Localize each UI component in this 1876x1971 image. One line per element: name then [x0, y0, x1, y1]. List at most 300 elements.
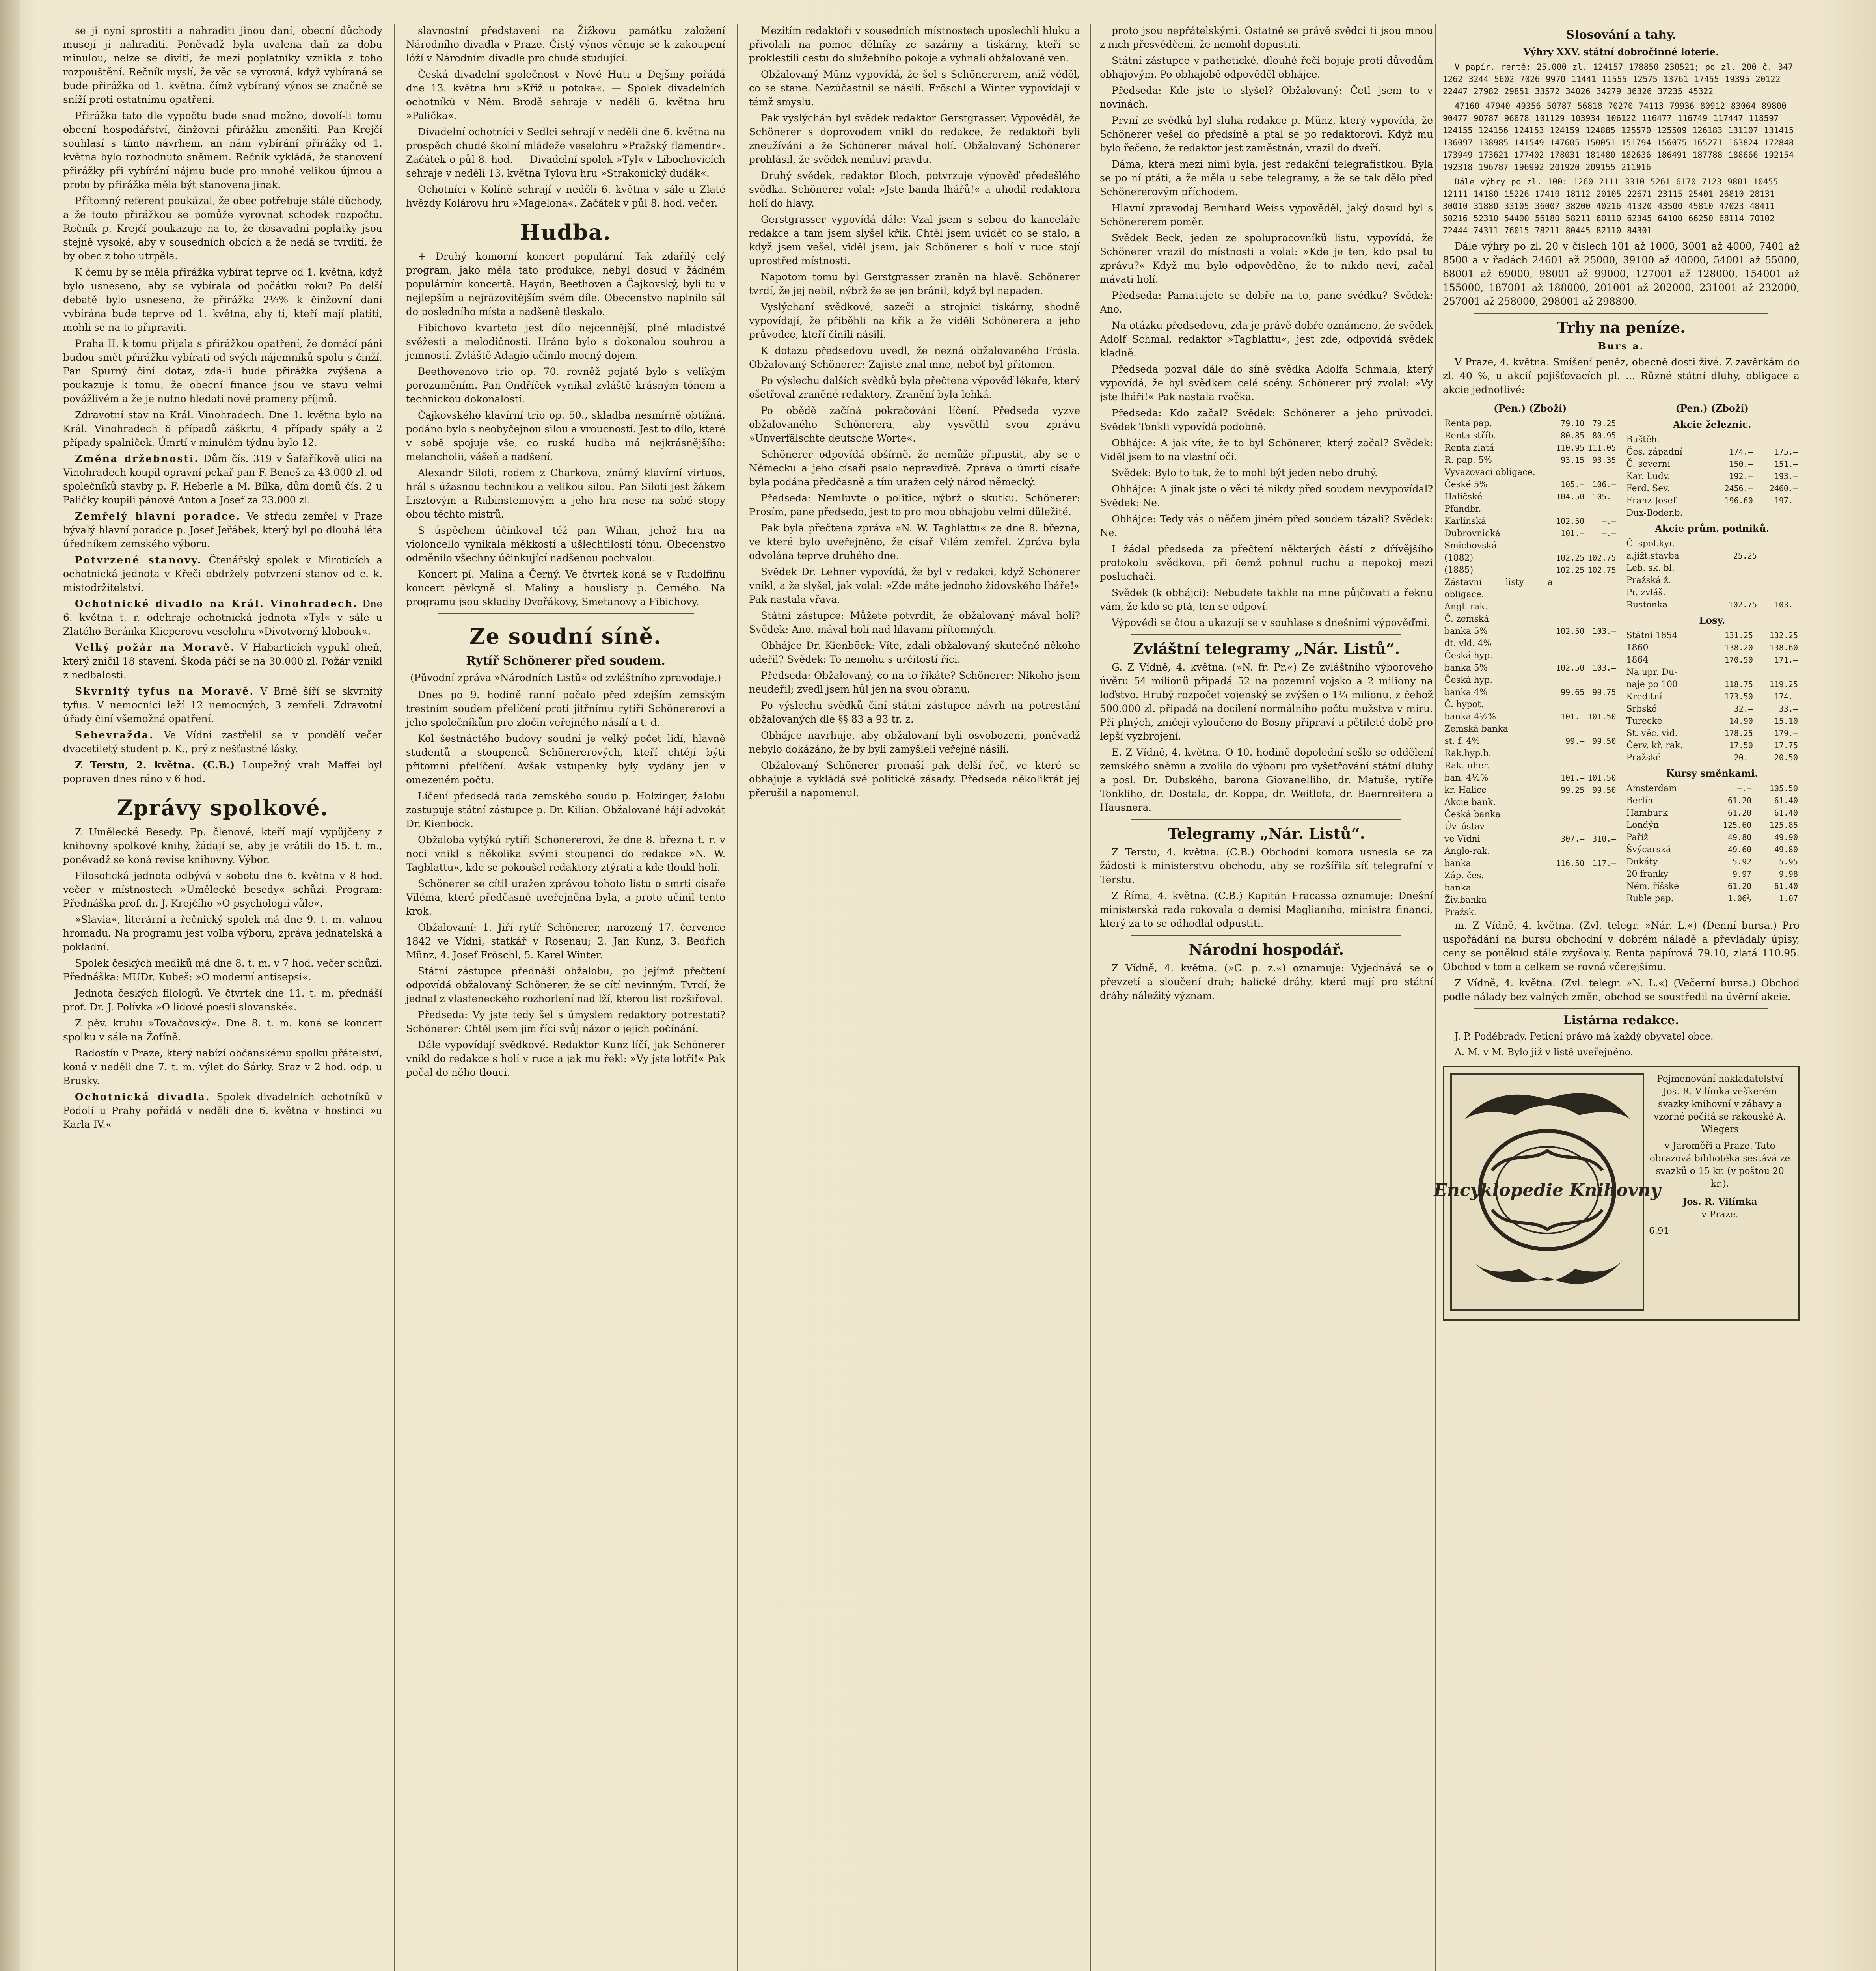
market-price-bid — [1554, 845, 1586, 857]
market-row — [1443, 845, 1618, 857]
paragraph: Ve Vídni zastřelil se v pondělí večer dvacetiletý student p. K., prý z nešťastné lásky. — [63, 729, 382, 754]
market-row — [1625, 434, 1800, 446]
news-heading: Potvrzené stanovy. — [75, 554, 202, 566]
market-price-ask — [1586, 650, 1617, 662]
paragraph: Divadelní ochotníci v Sedlci sehrají v neděli dne 6. května na prospěch chudé školní mládeže veselohru »Pražský flamendr«. Začátek o půl 8. hod. — Divadelní spolek »Tyl« v Libochovicích sehraje v neděli 13. května Tylovu hru »Strakonický dudák«. — [406, 126, 725, 179]
market-row — [1625, 892, 1800, 905]
paragraph: E. Z Vídně, 4. května. O 10. hodině dopolední sešlo se oddělení zemského sněmu a zvolilo do výboru pro vyšetřování státní dluhy a posl. Dr. Dubského, barona Giovanelliho, dr. Matuše, rytíře Tonkliho, dr. Dostala, dr. Koppa, dr. Weitlofa, dr. Baernreitera a Hausnera. — [1100, 747, 1433, 813]
column-rule — [1090, 24, 1091, 1971]
market-price-bid: 125.60 — [1723, 820, 1752, 830]
market-title: Trhy na peníze. — [1557, 319, 1686, 336]
paragraph: Praha II. k tomu přijala s přirážkou opatření, že domácí páni budou smět přirážku vybírati od svých nájemníků spolu s činží. Pan Spurný činí dotaz, zda-li bude přirážka zvýšena a poukazuje k tomu, že obecní finance jsou ve stavu velmi povážlivém a že je nutno hledati nové prameny příjmů. — [63, 338, 382, 404]
market-price-bid — [1554, 747, 1586, 760]
dateline: Z Terstu, 2. května. (C.B.) — [75, 759, 235, 771]
market-price-bid: 101.— — [1561, 773, 1585, 782]
market-price-bid — [1554, 699, 1586, 711]
paragraph: slavnostní představení na Žižkovu památku založení Národního divadla v Praze. Čistý výnos věnuje se k zakoupení lóží v Národním divadle pro chudé studující. — [406, 25, 725, 64]
paragraph: Obhájce navrhuje, aby obžalovaní byli osvobozeni, poněvadž nebylo dokázáno, že by byli zamýšleli veřejné násilí. — [749, 730, 1080, 755]
ad-line: v Jaroměři a Praze. Tato obrazová bibliotéka sestává ze svazků o 15 kr. (v poštou 20 kr.). — [1649, 1141, 1790, 1189]
market-price-ask: 106.— — [1592, 480, 1616, 489]
market-price-ask: 61.40 — [1774, 808, 1798, 818]
market-right — [1625, 399, 1800, 918]
market-price-bid: 5.92 — [1733, 857, 1752, 866]
market-row — [1625, 880, 1800, 892]
market-price-bid: 192.— — [1729, 471, 1753, 481]
column-rule — [394, 24, 395, 1971]
market-item-name: Renta zlatá — [1444, 443, 1494, 453]
market-row — [1625, 868, 1800, 880]
market-price-bid: 20.— — [1734, 753, 1753, 762]
paragraph: Beethovenovo trio op. 70. rovněž pojaté bylo s velikým porozuměním. Pan Ondříček vynikal zvláště krásným tónem a technickou dokonalostí. — [406, 366, 725, 405]
paragraph: Obžalovaní: 1. Jiří rytíř Schönerer, narozený 17. července 1842 ve Vídni, statkář v Rosenau; 2. Jan Kunz, 3. Bedřich Münz, 4. Josef Fröschl, 5. Karel Winter. — [406, 922, 725, 961]
market-price-bid: 14.90 — [1729, 716, 1753, 726]
market-section-head: Kursy směnkami. — [1666, 768, 1758, 779]
market-item-name: (1882) — [1444, 553, 1474, 563]
news-heading: Ochotnická divadla. — [75, 1091, 211, 1103]
paragraph: Obhájce: A jak víte, že to byl Schönerer, který začal? Svědek: Viděl jsem to na vlastní oči. — [1100, 437, 1433, 462]
market-price-bid: 2456.— — [1724, 484, 1753, 493]
ad-art-text: Encyklopedie Knihovny — [1434, 1180, 1661, 1200]
market-row — [1443, 552, 1618, 564]
market-item-name: Živ.banka — [1444, 895, 1487, 905]
market-price-bid: 174.— — [1729, 447, 1753, 456]
market-price-bid: 131.25 — [1724, 631, 1753, 640]
market-row — [1625, 752, 1800, 764]
market-item-name: Rak.-uher. — [1444, 761, 1490, 771]
market-price-ask — [1586, 637, 1617, 650]
market-row — [1443, 601, 1618, 613]
market-item-name: Turecké — [1626, 716, 1662, 726]
paragraph: K čemu by se měla přirážka vybírat teprve od 1. května, když bylo usneseno, aby se vybírala od počátku roku? Po delší debatě bylo usneseno, že přirážka 2½% k činžovní dani vybírána bude teprve od 1. května, aby ti, kteří mají platiti, mohli se na to připraviti. — [63, 266, 382, 333]
market-row — [1625, 678, 1800, 691]
market-price-ask — [1586, 906, 1617, 918]
market-price-ask: 99.50 — [1592, 736, 1616, 746]
market-item-name: Haličské — [1444, 492, 1483, 502]
market-row — [1443, 772, 1618, 784]
market-price-bid — [1554, 637, 1586, 650]
market-price-bid: 102.50 — [1556, 663, 1585, 673]
market-item-name: Záp.-čes. — [1444, 871, 1484, 881]
market-row — [1625, 807, 1800, 819]
market-item-name: Červ. kř. rak. — [1626, 741, 1683, 751]
market-row — [1625, 562, 1800, 574]
paragraph: Obhájce: Tedy vás o něčem jiném před soudem tázali? Svědek: Ne. — [1100, 513, 1433, 538]
paragraph: Vyslýchaní svědkové, sazeči a strojníci tiskárny, shodně vypovídají, že přiběhli na křik a že viděli Schönerera a jeho průvodce, kteří činili násilí. — [749, 301, 1080, 340]
market-item-name: Státní 1854 — [1626, 631, 1678, 641]
market-price-ask — [1755, 434, 1800, 446]
market-row — [1625, 831, 1800, 844]
market-price-ask: —.— — [1602, 516, 1616, 526]
market-item-name: Dubrovnická — [1444, 529, 1501, 538]
market-item-name: 1864 — [1626, 655, 1649, 665]
market-item-name: ban. 4½% — [1444, 773, 1489, 783]
paragraph: Z Říma, 4. května. (C.B.) Kapitán Fracassa oznamuje: Dnešní ministerská rada rokovala o demisi Maglianiho, ministra financí, který za to se odhodlal odpustiti. — [1100, 890, 1433, 929]
market-item-name: ve Vídni — [1444, 834, 1480, 844]
market-price-ask: 175.— — [1774, 447, 1798, 456]
paragraph: Spolek divadelních ochotníků v Podolí u Prahy pořádá v neděli dne 6. května v hostinci »u Karla IV.« — [63, 1091, 383, 1130]
paragraph: Přítomný referent poukázal, že obec potřebuje stálé důchody, a že touto přirážkou se pomůže vyrovnat schodek rozpočtu. Rečník p. Krejčí poukazuje na to, že dosavadní poplatky jsou stejně vysoké, aby v sousedních obcích a že nedá se tvrditi, že by obec z toho utrpěla. — [63, 195, 382, 262]
market-price-ask: 49.80 — [1774, 845, 1798, 854]
market-price-bid: 25.25 — [1733, 551, 1757, 561]
paragraph: Ochotníci v Kolíně sehrají v neděli 6. května v sále u Zlaté hvězdy Kolárovu hru »Magelona«. Začátek v půl 8. hod. večer. — [406, 184, 725, 209]
divider — [1474, 313, 1768, 314]
divider — [1131, 935, 1401, 936]
market-item-name: Ruble pap. — [1626, 894, 1674, 904]
market-section-head: Akcie prům. podniků. — [1655, 523, 1770, 534]
market-row — [1625, 574, 1800, 587]
market-item-name: Na upr. Du- — [1626, 667, 1677, 677]
column-5 — [1434, 24, 1800, 1971]
lottery-numbers: 47160 47940 49356 50787 56818 70270 74113 79936 80912 83064 89800 90477 90787 96878 101129 103934 106122 116477 116749 117447 118597 124155 124156 124153 124159 124885 125570 125509 126183 131107 131415 136097 138985 141549 147605 150051 151794 156075 165271 163824 172848 173949 173621 177402 178031 181480 182636 186491 187788 188666 192154 192318 196787 196992 201920 209155 211916 — [1443, 101, 1794, 172]
divider — [1131, 634, 1401, 635]
market-row — [1443, 527, 1618, 540]
market-price-bid: 170.50 — [1724, 655, 1753, 665]
market-row — [1443, 637, 1618, 650]
paragraph: Jednota českých filologů. Ve čtvrtek dne 11. t. m. přednáší prof. Dr. J. Polívka »O lidové poesii slovanské«. — [63, 987, 382, 1013]
market-item-name: Česká banka — [1444, 810, 1501, 820]
market-item-name: Pr. zvláš. — [1626, 588, 1665, 598]
market-price-bid: 32.— — [1734, 704, 1753, 714]
market-row — [1625, 630, 1800, 642]
news-heading: Sebevražda. — [75, 729, 154, 741]
market-price-ask: 99.75 — [1592, 687, 1616, 697]
market-table — [1625, 782, 1800, 905]
market-row — [1443, 466, 1618, 479]
market-price-bid: 196.60 — [1724, 496, 1753, 505]
market-price-bid: 102.25 — [1556, 553, 1585, 563]
market-price-bid — [1710, 574, 1759, 587]
market-price-bid: 99.— — [1565, 736, 1585, 746]
market-price-ask: 102.75 — [1587, 565, 1616, 575]
market-row — [1625, 550, 1800, 562]
market-row — [1625, 691, 1800, 703]
market-price-bid: 93.15 — [1561, 455, 1585, 465]
market-row — [1443, 699, 1618, 711]
market-item-name: banka 4½% — [1444, 712, 1496, 722]
market-price-bid — [1554, 906, 1586, 918]
paragraph: Druhý svědek, redaktor Bloch, potvrzuje výpověď předešlého svědka. Schönerer volal: »Jste banda lhářů!« a uhodil redaktora holí do hlavy. — [749, 170, 1080, 209]
market-row — [1443, 430, 1618, 442]
paragraph: Z pěv. kruhu »Tovačovský«. Dne 8. t. m. koná se koncert spolku v sále na Žofíně. — [63, 1017, 382, 1043]
market-price-bid — [1710, 666, 1755, 678]
paragraph: Radostín v Praze, který nabízí občanskému spolku přátelství, koná v neděli dne 7. t. m. výlet do Šárky. Sraz v 2 hod. odp. u Brusky. — [63, 1047, 382, 1086]
market-item-name: Amsterdam — [1626, 784, 1677, 794]
article-title: Rytíř Schönerer před soudem. — [466, 654, 665, 668]
market-row — [1443, 491, 1618, 503]
market-item-name: Franz Josef — [1626, 496, 1676, 506]
market-price-bid — [1554, 650, 1586, 662]
ad-location: v Praze. — [1701, 1209, 1738, 1220]
listarna-redakce — [1443, 1014, 1800, 1059]
market-price-bid — [1554, 870, 1586, 882]
market-item-name: Rustonka — [1626, 600, 1668, 610]
market-price-ask: 15.10 — [1774, 716, 1798, 726]
market-row — [1625, 782, 1800, 795]
market-price-bid — [1554, 796, 1586, 809]
market-item-name: banka — [1444, 883, 1471, 893]
market-price-ask: 111.05 — [1587, 443, 1616, 453]
ad-publisher: Jos. R. Vilímka — [1682, 1196, 1757, 1207]
market-price-ask: 93.35 — [1592, 455, 1616, 465]
market-row — [1443, 686, 1618, 699]
market-price-ask — [1586, 540, 1617, 552]
market-price-bid: 61.20 — [1727, 881, 1752, 891]
market-item-name: a.jižt.stavba — [1626, 551, 1679, 561]
market-price-ask — [1759, 562, 1800, 574]
market-price-ask — [1586, 699, 1617, 711]
market-row — [1443, 821, 1618, 833]
market-price-bid: 173.50 — [1724, 692, 1753, 701]
market-item-name: Rak.hyp.b. — [1444, 749, 1492, 758]
market-price-bid: 102.50 — [1556, 516, 1585, 526]
market-row — [1443, 906, 1618, 918]
market-price-ask — [1586, 882, 1617, 894]
market-item-name: Hamburk — [1626, 808, 1668, 818]
paragraph: Svědek: Bylo to tak, že to mohl být jeden nebo druhý. — [1112, 467, 1378, 479]
market-row — [1443, 650, 1618, 662]
market-price-ask — [1759, 587, 1800, 599]
market-row — [1625, 654, 1800, 666]
news-heading: Velký požár na Moravě. — [75, 642, 235, 653]
market-table-left — [1443, 417, 1618, 918]
section-heading-hudba: Hudba. — [520, 220, 611, 245]
market-price-bid — [1554, 894, 1586, 906]
market-item-name: Renta pap. — [1444, 419, 1492, 428]
listarna-title: Listárna redakce. — [1563, 1013, 1679, 1027]
paragraph: Čtenářský spolek v Miroticích a ochotnická jednota v Křeči obdržely potvrzení stanov od c. k. místodržitelství. — [63, 554, 383, 593]
paragraph: Státní zástupce přednáší obžalobu, po jejímž přečtení odpovídá obžalovaný Schönerer, že se cítí nevinným. Tvrdí, že jednal z vlasteneckého rozhorlení nad lží, kterou list rozšiřoval. — [406, 965, 725, 1004]
market-price-bid — [1554, 613, 1586, 625]
paragraph: Schönerer se cítil uražen zprávou tohoto listu o smrti císaře Viléma, které předčasně uveřejněna byla, a proto učinil tento krok. — [406, 878, 725, 917]
market-note: Z Vídně, 4. května. (Zvl. telegr. »N. L.«) (Večerní bursa.) Obchod podle nálady bez valných změn, obchod se soustředil na úvěrní akcie. — [1443, 977, 1800, 1002]
market-price-ask: 179.— — [1774, 728, 1798, 738]
market-row — [1625, 856, 1800, 868]
market-row — [1443, 674, 1618, 686]
paragraph: Čajkovského klavírní trio op. 50., skladba nesmírně obtížná, podáno bylo s neobyčejnou silou a vroucností. Jest to dílo, které v sobě spojuje vše, co ruská hudba má nejkrásnějšího: melancholii, vášeň a nadšení. — [406, 410, 725, 462]
market-note: m. Z Vídně, 4. května. (Zvl. telegr. »Nár. L.«) (Denní bursa.) Pro uspořádání na bursu obchodní v dobrém náladě a převládaly úpisy, ceny se poněkud stále zvyšovaly. Renta papírová 79.10, zlatá 110.95. Obchod v tom a celkem se rovná včerejšímu. — [1443, 920, 1800, 972]
market-price-ask — [1755, 666, 1800, 678]
market-price-ask: 105.— — [1592, 492, 1616, 501]
market-row — [1625, 507, 1800, 519]
section-heading-zpravy-spolkove: Zprávy spolkové. — [117, 795, 329, 820]
paragraph: Gerstgrasser vypovídá dále: Vzal jsem s sebou do kanceláře redakce a tam jsem slyšel křik. Chtěl jsem uvidět co se stalo, a když jsem vešel, viděl jsem, jak Schönerer s holí v ruce stojí uprostřed místnosti. — [749, 214, 1080, 266]
market-price-ask: 103.— — [1774, 600, 1798, 609]
paragraph: Státní zástupce v pathetické, dlouhé řeči bojuje proti důvodům obhajovým. Po obhajobě odpověděl obhájce. — [1100, 55, 1433, 80]
paragraph: Spolek českých mediků má dne 8. t. m. v 7 hod. večer schůzi. Přednáška: MUDr. Kubeš: »O moderní antisepsi«. — [63, 958, 382, 983]
market-price-bid — [1554, 809, 1586, 821]
market-item-name: Pfandbr. — [1444, 504, 1481, 514]
market-price-ask: 103.— — [1592, 663, 1616, 673]
market-row — [1625, 446, 1800, 458]
market-item-name: Ferd. Sev. — [1626, 484, 1670, 494]
market-price-bid: 110.95 — [1556, 443, 1585, 453]
market-price-ask — [1755, 507, 1800, 519]
market-row — [1443, 882, 1618, 894]
market-price-ask: 5.95 — [1779, 857, 1798, 866]
market-table — [1625, 630, 1800, 764]
market-item-name: Pražská ž. — [1626, 576, 1671, 585]
market-row — [1443, 857, 1618, 870]
market-item-name: Švýcarská — [1626, 845, 1671, 855]
market-item-name: Akcie bank. — [1444, 797, 1496, 807]
paragraph: Napotom tomu byl Gerstgrasser zraněn na hlavě. Schönerer tvrdí, že jej nebil, nýbrž že se jen bránil, když byl napaden. — [749, 271, 1080, 296]
market-price-bid: 99.25 — [1561, 785, 1585, 795]
lottery-title: Slosování a tahy. — [1566, 28, 1677, 42]
market-price-ask: 101.50 — [1587, 773, 1616, 782]
paragraph: Alexandr Siloti, rodem z Charkova, známý klavírní virtuos, hrál s úžasnou technikou a velikou silou. Pan Siloti jest žákem Lisztovým a Rubinsteinovým a jeho hra nese na sobě stopy obou těchto mistrů. — [406, 467, 725, 520]
paragraph: I žádal předseda za přečtení některých částí z dřívějšího protokolu svědkova, při čemž pohnul ruchu a nepokoj mezi posluchači. — [1100, 543, 1433, 582]
market-price-ask: 193.— — [1774, 471, 1798, 481]
market-row — [1443, 454, 1618, 466]
market-price-ask: 99.50 — [1592, 785, 1616, 795]
market-row — [1443, 564, 1618, 576]
market-price-bid: 150.— — [1729, 459, 1753, 469]
market-price-bid: 104.50 — [1556, 492, 1585, 501]
market-col-head: (Pen.) (Zboží) — [1494, 402, 1567, 414]
ad-line: Pojmenování nakladatelství Jos. R. Vilímka veškerém svazky knihovní v zábavy a vzorné počítá se rakouské A. Wiegers — [1654, 1074, 1786, 1135]
market-item-name: St. věc. vid. — [1626, 728, 1678, 738]
market-row — [1625, 587, 1800, 599]
market-section-head: Akcie železnic. — [1673, 419, 1751, 430]
market-price-ask: 20.50 — [1774, 753, 1798, 762]
market-price-bid: 1.06½ — [1727, 894, 1752, 903]
market-price-bid — [1554, 601, 1586, 613]
market-price-ask: 1.07 — [1779, 894, 1798, 903]
paragraph: K dotazu předsedovu uvedl, že nezná obžalovaného Frösla. Obžalovaný Schönerer: Zajisté znal mne, neboť byl přítomen. — [749, 345, 1080, 370]
market-row — [1443, 662, 1618, 674]
paragraph: Obžalovaný Schönerer pronáší pak delší řeč, ve které se obhajuje a vykládá své politické zásady. Předseda několikrát jej přerušil a napomenul. — [749, 760, 1080, 799]
market-col-head: (Pen.) (Zboží) — [1675, 402, 1749, 414]
market-row — [1625, 483, 1800, 495]
market-row — [1443, 417, 1618, 430]
paragraph: Pak vyslýchán byl svědek redaktor Gerstgrasser. Vypověděl, že Schönerer s doprovodem vnikl do redakce, že redaktoři byli zneužíváni a že Schönerer mával holí. Obžalovaný Schönerer prohlásil, že svědek nemluví pravdu. — [749, 112, 1080, 165]
market-price-bid: 102.50 — [1556, 626, 1585, 636]
paragraph: Z Vídně, 4. května. (»C. p. z.«) oznamuje: Vyjednává se o převzetí a sloučení drah; halické dráhy, která mají pro státní dráhy náležitý význam. — [1100, 962, 1433, 1001]
market-price-bid: 105.— — [1561, 480, 1585, 489]
paragraph: První ze svědků byl sluha redakce p. Münz, který vypovídá, že Schönerer vešel do předsíně a ptal se po redaktorovi. Když mu bylo řečeno, že redaktor jest zaměstnán, vrazil do dveří. — [1100, 115, 1433, 154]
market-price-ask — [1586, 894, 1617, 906]
market-price-ask: 105.50 — [1769, 784, 1798, 793]
article-subtitle: (Původní zpráva »Národních Listů« od zvláštního zpravodaje.) — [410, 672, 721, 684]
news-heading: Změna držebnosti. — [75, 453, 199, 464]
market-price-bid: 9.97 — [1733, 869, 1752, 879]
market-row — [1625, 599, 1800, 611]
market-item-name: Berlín — [1626, 796, 1653, 806]
market-row — [1443, 503, 1618, 515]
paragraph: Z Umělecké Besedy. Pp. členové, kteří mají vypůjčeny z knihovny spolkové knihy, žádají se, aby je vrátili do 15. t. m., poněvadž se koná revise knihovny. Výbor. — [63, 826, 382, 865]
market-price-bid: 116.50 — [1556, 859, 1585, 868]
column-2 — [406, 24, 725, 1971]
market-price-bid — [1554, 821, 1586, 833]
lottery-numbers: Dále výhry po zl. 100: 1260 2111 3310 5261 6170 7123 9801 10455 12111 14180 15226 17410 18112 20105 22671 23115 25401 26810 28131 30010 31880 33105 36007 38200 40216 41320 43500 45810 47023 48411 50216 52310 54400 56180 58211 60110 62345 64100 66250 68114 70102 72444 74311 76015 78211 80445 82110 84301 — [1443, 177, 1778, 235]
market-item-name: Vyvazovací obligace. — [1444, 468, 1535, 477]
market-row — [1625, 819, 1800, 831]
market-row — [1443, 796, 1618, 809]
paragraph: Předseda: Nemluvte o politice, nýbrž o skutku. Schönerer: Prosím, pane předsedo, jest to pro mou obhajobu velmi důležité. — [749, 492, 1080, 518]
market-tables — [1443, 399, 1800, 918]
market-item-name: Zástavní listy a obligace. — [1444, 578, 1553, 600]
paragraph: Dále vypovídají svědkové. Redaktor Kunz líčí, jak Schönerer vnikl do redakce s holí v ruce a jak mu řekl: »Vy jste lotři!« Pak počal do něho tlouci. — [406, 1039, 725, 1078]
market-item-name: Zemská banka — [1444, 724, 1508, 734]
market-item-name: Něm. říšské — [1626, 881, 1679, 891]
market-item-name: 20 franky — [1626, 869, 1669, 879]
market-price-ask — [1759, 538, 1800, 550]
paragraph: Dnes po 9. hodině ranní počalo před zdejším zemským trestním soudem přelíčení proti jitřnímu rytíři Schönererovi a jeho společníkům pro zločin veřejného násilí a t. d. — [406, 689, 725, 728]
paragraph: Líčení předsedá rada zemského soudu p. Holzinger, žalobu zastupuje státní zástupce p. Dr. Kilian. Obžalované hájí advokát Dr. Kienböck. — [406, 790, 725, 829]
market-item-name: Č. hypot. — [1444, 700, 1484, 710]
column-1 — [63, 24, 382, 1971]
paragraph: Pak byla přečtena zpráva »N. W. Tagblattu« ze dne 8. března, ve které bylo uveřejněno, že císař Vilém zemřel. Zpráva byla odvolána teprve druhého dne. — [749, 522, 1080, 561]
market-price-ask: 79.25 — [1592, 419, 1616, 428]
market-price-ask: 174.— — [1774, 692, 1798, 701]
market-price-bid — [1554, 723, 1586, 735]
market-price-ask — [1586, 796, 1617, 809]
divider — [1474, 1008, 1768, 1009]
market-price-ask — [1586, 466, 1617, 479]
market-price-ask: 103.— — [1592, 626, 1616, 636]
paragraph: Obžalovaný Münz vypovídá, že šel s Schönererem, aniž věděl, co se stane. Nezúčastnil se násilí. Fröschl a Winter vypovídají v témž smyslu. — [749, 69, 1080, 108]
market-row — [1625, 715, 1800, 727]
market-item-name: Úv. ústav — [1444, 822, 1485, 832]
paragraph: V Brně šíří se skvrnitý tyfus. V nemocnici leží 12 nemocných, 3 zemřeli. Zdravotní úřady činí všemožná opatření. — [63, 686, 382, 725]
lottery-subtitle: Výhry XXV. státní dobročinné loterie. — [1523, 46, 1719, 58]
market-price-ask: 33.— — [1779, 704, 1798, 714]
divider — [1131, 819, 1401, 820]
market-item-name: Anglo-rak. — [1444, 846, 1490, 856]
paragraph: Přirážka tato dle vypočtu bude snad možno, dovolí-li tomu obecní hospodářství, činžovní přirážku zmenšiti. Pan Krejčí souhlasí s tímto návrhem, an nám vybírání přirážky od 1. května bylo rozhodnuto sněmem. Rečník vykládá, že stanovení přirážky při vybírání nájmu bude pro mnohé velikou újmou a proto by přirážka měla být stanovena jinak. — [63, 110, 382, 190]
market-price-ask: 117.— — [1592, 859, 1616, 868]
market-item-name: Smíchovská — [1444, 541, 1497, 551]
market-row — [1625, 666, 1800, 678]
market-price-bid: 138.20 — [1724, 643, 1753, 652]
market-row — [1443, 809, 1618, 821]
market-price-bid: 49.80 — [1727, 833, 1752, 842]
market-price-bid — [1710, 538, 1759, 550]
paragraph: Ve středu zemřel v Praze bývalý hlavní poradce p. Josef Jeřábek, který byl po dlouhá léta úředníkem zemského výboru. — [63, 510, 383, 550]
market-price-ask: 310.— — [1592, 834, 1616, 844]
market-price-bid — [1710, 434, 1755, 446]
market-row — [1443, 747, 1618, 760]
market-row — [1443, 540, 1618, 552]
market-price-bid: 118.75 — [1724, 680, 1753, 689]
paragraph: Mezitím redaktoři v sousedních místnostech uposlechli hluku a přivolali na pomoc dělníky ze sazárny a tiskárny, kteří se proklestili cestu do služebního pokoje a vyhnali obžalované ven. — [749, 25, 1080, 64]
market-price-ask — [1586, 503, 1617, 515]
market-row — [1443, 735, 1618, 747]
paragraph: Kol šestnáctého budovy soudní je velký počet lidí, hlavně studentů a stoupenců Schönererových, kteří chtějí býti přítomni přelíčení. Avšak vstupenky byly vydány jen v omezeném počtu. — [406, 733, 725, 786]
paragraph: Obhájce: A jinak jste o věci té nikdy před soudem nevypovídal? Svědek: Ne. — [1100, 483, 1433, 509]
market-price-bid: —.— — [1737, 784, 1752, 793]
market-price-ask: 49.90 — [1774, 833, 1798, 842]
lottery-tail: Dále výhry po zl. 20 v číslech 101 až 1000, 3001 až 4000, 7401 až 8500 a v řadách 24601 až 25000, 39100 až 40000, 54001 až 55000, 68001 až 69000, 98001 až 99000, 127001 až 128000, 154001 až 155000, 187001 až 188000, 201001 až 202000, 231001 až 232000, 257001 až 258000, 298001 až 298800. — [1443, 240, 1800, 307]
paragraph: Na otázku předsedovu, zda je právě dobře oznámeno, že svědek Adolf Schmal, redaktor »Tagblattu«, jest zde, odpovídá svědek kladně. — [1100, 320, 1433, 359]
market-row — [1443, 894, 1618, 906]
market-price-ask — [1586, 821, 1617, 833]
market-subtitle: Burs a. — [1598, 340, 1645, 352]
market-left — [1443, 399, 1618, 918]
market-row — [1443, 723, 1618, 735]
market-row — [1443, 625, 1618, 637]
paragraph: Hlavní zpravodaj Bernhard Weiss vypověděl, jaký dosud byl s Schönererem poměr. — [1100, 202, 1433, 227]
market-row — [1625, 727, 1800, 740]
market-price-bid — [1554, 466, 1586, 479]
market-item-name: naje po 100 — [1626, 680, 1678, 689]
market-price-ask — [1586, 845, 1617, 857]
market-price-bid — [1554, 503, 1586, 515]
paragraph: V Habarticích vypukl oheň, který zničil 18 stavení. Škoda páčí se na 30.000 zl. Požár vznikl z nedbalosti. — [63, 642, 383, 681]
market-item-name: banka 5% — [1444, 663, 1488, 673]
market-row — [1625, 458, 1800, 470]
market-item-name: dt. vld. 4% — [1444, 639, 1492, 648]
